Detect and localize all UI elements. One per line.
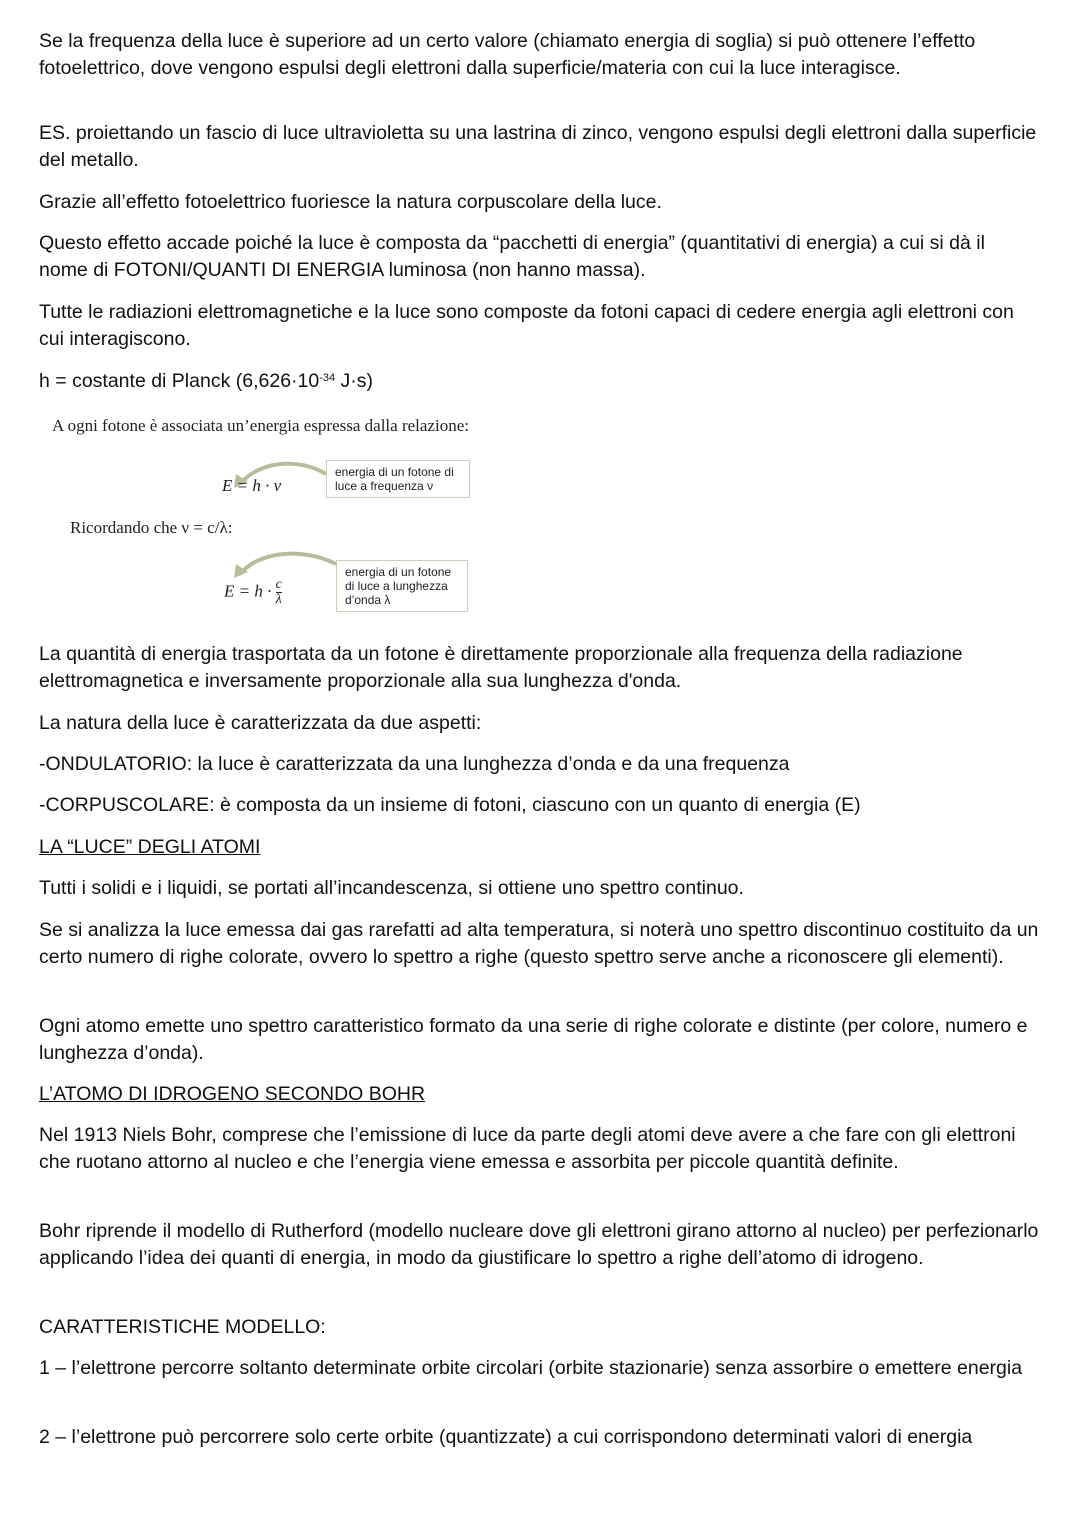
paragraph: ES. proiettando un fascio di luce ultravioletta su una lastrina di zinco, vengono espulsi degli elettroni dalla superficie del metallo. (39, 122, 1037, 171)
annotation-box: energia di un fotone di luce a lunghezza d’onda λ (336, 560, 468, 612)
paragraph: Bohr riprende il modello di Rutherford (modello nucleare dove gli elettroni girano attorno al nucleo) per perfezionarlo applicando l’idea dei quanti di energia, in modo da giustificare lo spettro a righe dell’atomo di idrogeno. (39, 1220, 1039, 1269)
figure-recall: Ricordando che ν = c/λ: (70, 518, 233, 537)
paragraph: 1 – l’elettrone percorre soltanto determinate orbite circolari (orbite stazionarie) senza assorbire o emettere energia (39, 1357, 1023, 1379)
paragraph: La quantità di energia trasportata da un fotone è direttamente proporzionale alla frequenza della radiazione elettromagnetica e inversamente proporzionale alla sua lunghezza d'onda. (39, 643, 963, 692)
annotation-box: energia di un fotone di luce a frequenza ν (326, 460, 470, 498)
eq2-denominator: λ (275, 592, 282, 607)
planck-unit: J·s) (335, 370, 374, 392)
paragraph: -CORPUSCOLARE: è composta da un insieme di fotoni, ciascuno con un quanto di energia (E) (39, 794, 861, 816)
planck-constant (39, 368, 1039, 395)
section-heading: L’ATOMO DI IDROGENO SECONDO BOHR (39, 1083, 426, 1105)
section-heading: LA “LUCE” DEGLI ATOMI (39, 836, 261, 858)
paragraph: Nel 1913 Niels Bohr, comprese che l’emissione di luce da parte degli atomi deve avere a che fare con gli elettroni che ruotano attorno al nucleo e che l’energia viene emessa e assorbita per piccole quantità definite. (39, 1124, 1016, 1173)
planck-text: h = costante di Planck (6,626·10 (39, 370, 320, 392)
paragraph: Grazie all’effetto fotoelettrico fuoriesce la natura corpuscolare della luce. (39, 191, 662, 213)
paragraph: Ogni atomo emette uno spettro caratteristico formato da una serie di righe colorate e distinte (per colore, numero e lunghezza d’onda). (39, 1015, 1028, 1064)
eq2-numerator: c (275, 577, 282, 592)
paragraph: 2 – l’elettrone può percorrere solo certe orbite (quantizzate) a cui corrispondono determinati valori di energia (39, 1426, 973, 1448)
paragraph: La natura della luce è caratterizzata da due aspetti: (39, 712, 482, 734)
figure-intro: A ogni fotone è associata un’energia espressa dalla relazione: (52, 416, 469, 435)
paragraph: Tutti i solidi e i liquidi, se portati all’incandescenza, si ottiene uno spettro continuo. (39, 877, 744, 899)
paragraph: Se si analizza la luce emessa dai gas rarefatti ad alta temperatura, si noterà uno spettro discontinuo costituito da un certo numero di righe colorate, ovvero lo spettro a righe (questo spettro serve anche a riconoscere gli elementi). (39, 919, 1039, 968)
equation-energy-frequency: E = h · ν (222, 476, 282, 495)
paragraph: CARATTERISTICHE MODELLO: (39, 1316, 326, 1338)
paragraph: Tutte le radiazioni elettromagnetiche e la luce sono composte da fotoni capaci di cedere energia agli elettroni con cui interagiscono. (39, 301, 1014, 350)
equation-energy-wavelength (224, 578, 282, 607)
formula-figure (40, 410, 540, 620)
paragraph: Se la frequenza della luce è superiore ad un certo valore (chiamato energia di soglia) si può ottenere l’effetto fotoelettrico, dove vengono espulsi degli elettroni dalla superficie/materia con cui la luce interagisce. (39, 30, 976, 79)
eq2-left: E = h · (224, 581, 272, 601)
planck-exponent: -34 (319, 372, 336, 384)
paragraph: Questo effetto accade poiché la luce è composta da “pacchetti di energia” (quantitativi di energia) a cui si dà il nome di FOTONI/QUANTI DI ENERGIA luminosa (non hanno massa). (39, 232, 985, 281)
paragraph: -ONDULATORIO: la luce è caratterizzata da una lunghezza d’onda e da una frequenza (39, 753, 790, 775)
